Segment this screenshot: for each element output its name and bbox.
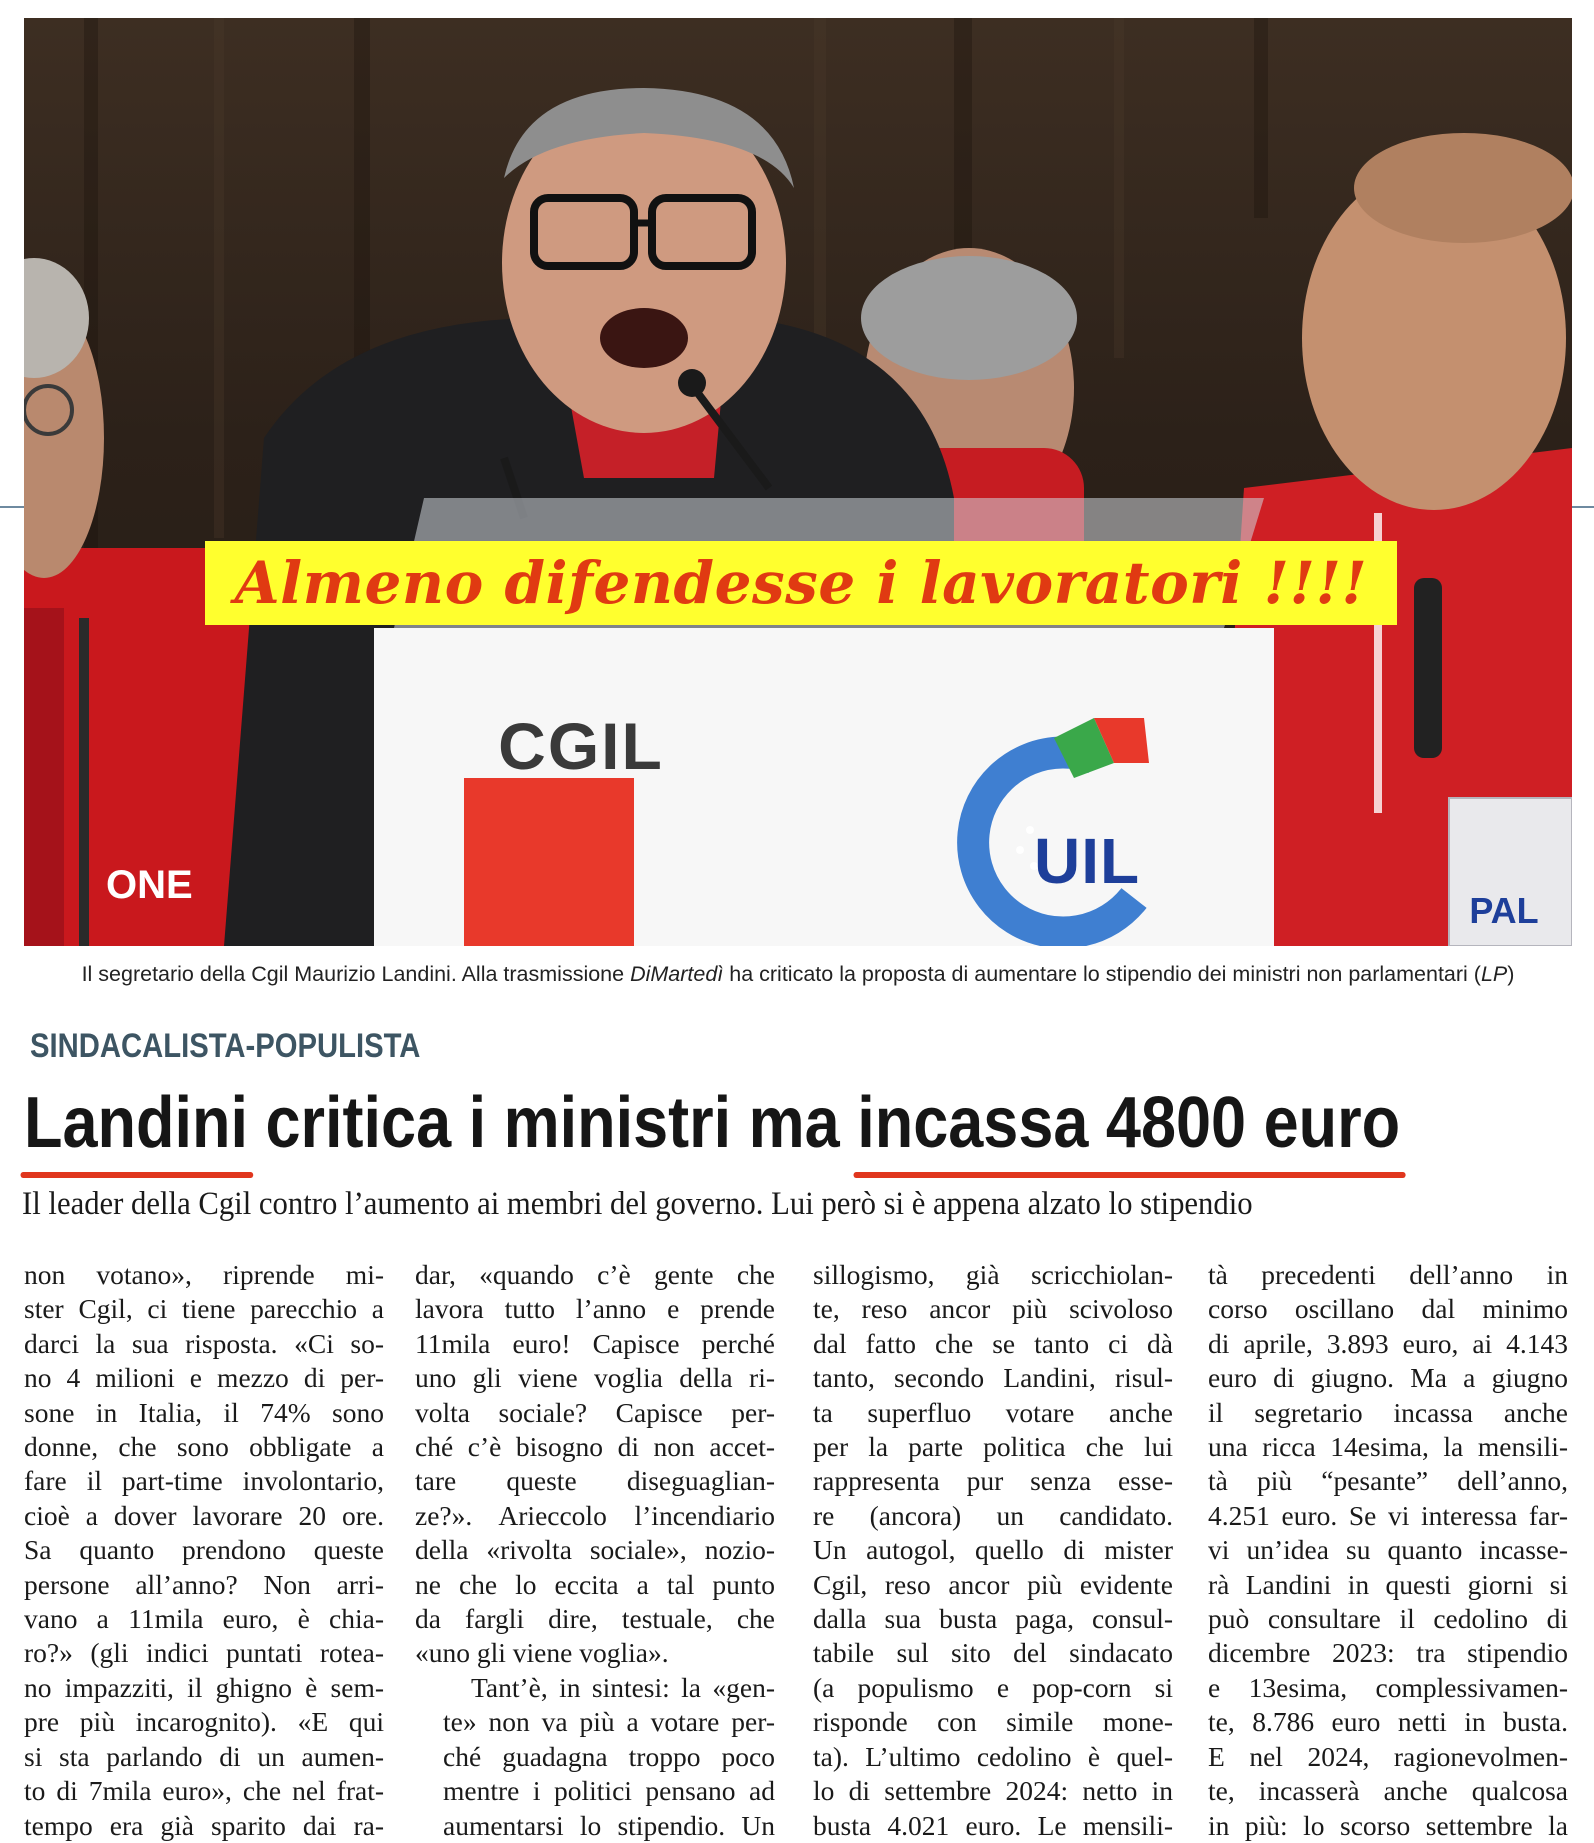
text-line: Un autogol, quello di mister bbox=[813, 1534, 1173, 1566]
text-line: cioè a dover lavorare 20 ore. bbox=[24, 1499, 384, 1531]
text-line: si sta parlando di un aumen- bbox=[24, 1740, 384, 1772]
text-line: ta superfluo votare anche bbox=[813, 1396, 1173, 1428]
text-line: corso oscillano dal minimo bbox=[1208, 1293, 1568, 1325]
text-line: ne che lo eccita a tal punto bbox=[415, 1568, 775, 1600]
text-line: rappresenta pur senza esse- bbox=[813, 1465, 1173, 1497]
text-line: fare il part-time involontario, bbox=[24, 1465, 384, 1497]
photo-caption bbox=[24, 962, 1572, 987]
text-line: aumentarsi lo stipendio. Un bbox=[443, 1809, 775, 1841]
text-line: E nel 2024, ragionevolmen- bbox=[1208, 1740, 1568, 1772]
article-column-3 bbox=[813, 1258, 1173, 1843]
text-line: te, reso ancor più scivoloso bbox=[813, 1293, 1173, 1325]
text-line: dal fatto che se tanto ci dà bbox=[813, 1327, 1173, 1359]
text-line: lavora tutto l’anno e prende bbox=[415, 1293, 775, 1325]
text-line: dar, «quando c’è gente che bbox=[415, 1259, 775, 1290]
article-column-4 bbox=[1208, 1258, 1568, 1843]
text-line: il segretario incassa anche bbox=[1208, 1396, 1568, 1428]
text-line: dicembre 2023: tra stipendio bbox=[1208, 1637, 1568, 1669]
photo-illustration bbox=[24, 18, 1572, 946]
text-line: Tant’è, in sintesi: la «gen- bbox=[471, 1671, 775, 1703]
text-line: ze?». Arieccolo l’incendiario bbox=[415, 1499, 775, 1531]
kicker: SINDACALISTA-POPULISTA bbox=[30, 1027, 421, 1065]
text-line: persone all’anno? Non arri- bbox=[24, 1568, 384, 1600]
page-rule-right bbox=[1572, 506, 1594, 508]
caption-credit: LP bbox=[1480, 962, 1508, 986]
text-line: ché c’è bisogno di non accet- bbox=[415, 1431, 775, 1463]
text-line: darci la sua risposta. «Ci so- bbox=[24, 1327, 384, 1359]
text-line: donne, che sono obbligate a bbox=[24, 1431, 384, 1463]
text-line: to di 7mila euro», che nel frat- bbox=[24, 1775, 384, 1807]
headline bbox=[24, 1080, 1401, 1166]
caption-text-2: ha criticato la proposta di aumentare lo stipendio dei ministri non parlamentari ( bbox=[723, 962, 1481, 986]
article-column-2 bbox=[415, 1258, 775, 1843]
column-3-paragraph bbox=[813, 1258, 1173, 1843]
caption-end: ) bbox=[1507, 962, 1515, 986]
text-line: tanto, secondo Landini, risul- bbox=[813, 1362, 1173, 1394]
text-line: può consultare il cedolino di bbox=[1208, 1603, 1568, 1635]
caption-show-name: DiMartedì bbox=[630, 962, 724, 986]
column-2-paragraph-2 bbox=[415, 1671, 775, 1843]
text-line: Cgil, reso ancor più evidente bbox=[813, 1568, 1173, 1600]
text-line: uno gli viene voglia della ri- bbox=[415, 1362, 775, 1394]
column-1-paragraph bbox=[24, 1258, 384, 1843]
badge-text: PAL bbox=[1469, 890, 1539, 931]
cgil-logo-text: CGIL bbox=[498, 709, 664, 783]
article-photo bbox=[24, 18, 1572, 946]
text-line: ro?» (gli indici puntati rotea- bbox=[24, 1637, 384, 1669]
text-line: tà precedenti dell’anno in bbox=[1208, 1259, 1568, 1290]
text-line: (a populismo e pop-corn si bbox=[813, 1671, 1173, 1703]
headline-underlined-amount: incassa 4800 euro bbox=[857, 1080, 1400, 1166]
overlay-banner: Almeno difendesse i lavoratori !!!! bbox=[205, 541, 1397, 625]
text-line: volta sociale? Capisce per- bbox=[415, 1396, 775, 1428]
text-line: in più: lo scorso settembre la bbox=[1208, 1809, 1568, 1841]
text-line: di aprile, 3.893 euro, ai 4.143 bbox=[1208, 1327, 1568, 1359]
text-line: sone in Italia, il 74% sono bbox=[24, 1396, 384, 1428]
text-line: no 4 milioni e mezzo di per- bbox=[24, 1362, 384, 1394]
column-4-paragraph bbox=[1208, 1258, 1568, 1843]
text-line: risponde con simile mone- bbox=[813, 1706, 1173, 1738]
text-line: ché guadagna troppo poco bbox=[443, 1740, 775, 1772]
text-line: dalla sua busta paga, consul- bbox=[813, 1603, 1173, 1635]
text-line: una ricca 14esima, la mensili- bbox=[1208, 1431, 1568, 1463]
text-line: da fargli dire, testuale, che bbox=[415, 1603, 775, 1635]
text-line: pre più incarognito). «E qui bbox=[24, 1706, 384, 1738]
text-line: rà Landini in questi giorni si bbox=[1208, 1568, 1568, 1600]
text-line: e 13esima, complessivamen- bbox=[1208, 1671, 1568, 1703]
uil-logo-text: UIL bbox=[1034, 825, 1141, 897]
text-line: te» non va più a votare per- bbox=[443, 1706, 775, 1738]
text-line: tempo era già sparito dai ra- bbox=[24, 1809, 384, 1841]
text-line: 4.251 euro. Se vi interessa far- bbox=[1208, 1499, 1568, 1531]
text-line: non votano», riprende mi- bbox=[24, 1259, 384, 1290]
text-line: della «rivolta sociale», nozio- bbox=[415, 1534, 775, 1566]
text-line: no impazziti, il ghigno è sem- bbox=[24, 1671, 384, 1703]
text-line: per la parte politica che lui bbox=[813, 1431, 1173, 1463]
jacket-text: ONE bbox=[106, 863, 193, 907]
text-line: tà più “pesante” dell’anno, bbox=[1208, 1465, 1568, 1497]
text-line: vi un’idea su quanto incasse- bbox=[1208, 1534, 1568, 1566]
headline-underlined-name: Landini bbox=[24, 1080, 248, 1166]
caption-text: Il segretario della Cgil Maurizio Landini. Alla trasmissione bbox=[81, 962, 631, 986]
text-line: lo di settembre 2024: netto in bbox=[813, 1775, 1173, 1807]
text-line: 11mila euro! Capisce perché bbox=[415, 1327, 775, 1359]
text-line: tare queste diseguaglian- bbox=[415, 1465, 775, 1497]
text-line: tabile sul sito del sindacato bbox=[813, 1637, 1173, 1669]
headline-middle: critica i ministri ma bbox=[247, 1083, 858, 1163]
text-line: euro di giugno. Ma a giugno bbox=[1208, 1362, 1568, 1394]
text-line: ster Cgil, ci tiene parecchio a bbox=[24, 1293, 384, 1325]
text-line: te, incasserà anche qualcosa bbox=[1208, 1775, 1568, 1807]
article-column-1 bbox=[24, 1258, 384, 1843]
text-line: Sa quanto prendono queste bbox=[24, 1534, 384, 1566]
text-line: vano a 11mila euro, è chia- bbox=[24, 1603, 384, 1635]
page-rule-left bbox=[0, 506, 24, 508]
text-line: mentre i politici pensano ad bbox=[443, 1775, 775, 1807]
text-line: re (ancora) un candidato. bbox=[813, 1499, 1173, 1531]
cgil-red-block bbox=[464, 778, 634, 946]
text-line: busta 4.021 euro. Le mensili- bbox=[813, 1809, 1173, 1841]
text-line: ta). L’ultimo cedolino è quel- bbox=[813, 1740, 1173, 1772]
text-line: «uno gli viene voglia». bbox=[415, 1637, 669, 1669]
text-line: te, 8.786 euro netti in busta. bbox=[1208, 1706, 1568, 1738]
subheadline: Il leader della Cgil contro l’aumento ai membri del governo. Lui però si è appena alzato lo stipendio bbox=[22, 1186, 1253, 1222]
text-line: sillogismo, già scricchiolan- bbox=[813, 1259, 1173, 1290]
column-2-paragraph-1 bbox=[415, 1258, 775, 1671]
